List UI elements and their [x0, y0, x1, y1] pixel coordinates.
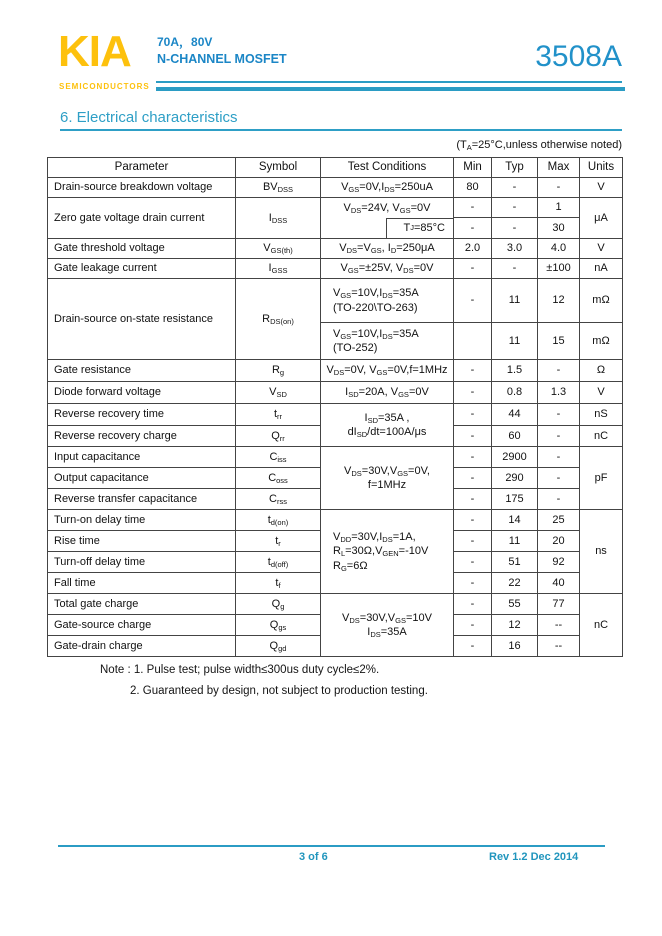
- table-cell: -: [492, 259, 538, 279]
- table-cell: --: [538, 636, 580, 657]
- table-cell: 77: [538, 594, 580, 615]
- footer-revision: Rev 1.2 Dec 2014: [489, 851, 579, 863]
- table-cell: nS: [580, 404, 623, 426]
- table-cell: 4.0: [538, 239, 580, 259]
- table-cell: 16: [492, 636, 538, 657]
- table-cell: $V_{GS}=0V,I_{DS}=250uA$: [321, 178, 454, 198]
- table-cell: -: [454, 468, 492, 489]
- table-cell: 11: [492, 279, 538, 323]
- table-cell: $I_{GSS}$: [236, 259, 321, 279]
- table-cell: 80: [454, 178, 492, 198]
- table-cell: Gate threshold voltage: [48, 239, 236, 259]
- table-cell: 44: [492, 404, 538, 426]
- column-header: Min: [454, 158, 492, 178]
- table-cell: Ω: [580, 360, 623, 382]
- column-header: Max: [538, 158, 580, 178]
- table-header-row: [48, 158, 623, 178]
- table-cell: -: [454, 573, 492, 594]
- table-cell: -: [538, 489, 580, 510]
- table-cell: $Q_g$: [236, 594, 321, 615]
- table-cell: mΩ: [580, 279, 623, 323]
- table-cell: -: [454, 636, 492, 657]
- table-cell: -: [538, 404, 580, 426]
- table-cell: -: [454, 447, 492, 468]
- table-cell: -: [454, 552, 492, 573]
- table-cell: $I_{SD}=35A$ , $dI_{SD}/dt=100A/\mu s$: [321, 404, 454, 447]
- header-rule-thin: [156, 81, 622, 83]
- table-cell: mΩ: [580, 323, 623, 360]
- table-cell: $Q_{rr}$: [236, 426, 321, 447]
- table-cell: V: [580, 178, 623, 198]
- table-cell: $Q_{gd}$: [236, 636, 321, 657]
- table-cell: 14: [492, 510, 538, 531]
- device-description: [157, 34, 287, 68]
- device-type: N-CHANNEL MOSFET: [157, 51, 287, 66]
- table-row: [48, 239, 623, 259]
- table-cell: Reverse recovery charge: [48, 426, 236, 447]
- table-cell: Input capacitance: [48, 447, 236, 468]
- table-cell: 11: [492, 323, 538, 360]
- table-cell: --: [538, 615, 580, 636]
- table-cell: 40: [538, 573, 580, 594]
- table-cell: $I_{DSS}$: [236, 198, 321, 239]
- table-cell: -: [454, 360, 492, 382]
- table-cell: Output capacitance: [48, 468, 236, 489]
- table-cell: -: [454, 404, 492, 426]
- table-cell: nC: [580, 594, 623, 657]
- table-cell: T J =85°C: [321, 218, 454, 239]
- device-rating: 70A，80V: [157, 35, 213, 49]
- table-cell: ns: [580, 510, 623, 594]
- table-cell: pF: [580, 447, 623, 510]
- table-row: [48, 447, 623, 468]
- table-cell: $V_{DS}=24V$, $V_{GS}=0V$: [321, 198, 454, 218]
- section-title: 6. Electrical characteristics: [60, 109, 622, 131]
- table-row: [48, 360, 623, 382]
- table-cell: V: [580, 382, 623, 404]
- table-row: [48, 382, 623, 404]
- table-cell: -: [454, 510, 492, 531]
- table-cell: -: [454, 259, 492, 279]
- table-cell: Fall time: [48, 573, 236, 594]
- table-cell: nA: [580, 259, 623, 279]
- table-cell: $t_f$: [236, 573, 321, 594]
- table-row: [48, 198, 623, 218]
- table-cell: -: [538, 360, 580, 382]
- table-cell: -: [492, 218, 538, 239]
- table-cell: 92: [538, 552, 580, 573]
- table-cell: Rise time: [48, 531, 236, 552]
- table-cell: 175: [492, 489, 538, 510]
- table-cell: Turn-off delay time: [48, 552, 236, 573]
- table-cell: 60: [492, 426, 538, 447]
- table-cell: -: [538, 426, 580, 447]
- table-cell: $C_{oss}$: [236, 468, 321, 489]
- table-cell: -: [454, 531, 492, 552]
- table-cell: Diode forward voltage: [48, 382, 236, 404]
- table-row: [48, 259, 623, 279]
- table-cell: $R_{DS(on)}$: [236, 279, 321, 360]
- table-cell: Drain-source on-state resistance: [48, 279, 236, 360]
- table-cell: $R_g$: [236, 360, 321, 382]
- footnote-1: Note : 1. Pulse test; pulse width≤300us duty cycle≤2%.: [100, 664, 380, 676]
- table-cell: $V_{DS}=0V$, $V_{GS}=0V,f=1MHz$: [321, 360, 454, 382]
- table-cell: 0.8: [492, 382, 538, 404]
- table-cell: $V_{GS(th)}$: [236, 239, 321, 259]
- table-cell: -: [454, 594, 492, 615]
- table-cell: 15: [538, 323, 580, 360]
- column-header: Typ: [492, 158, 538, 178]
- table-cell: -: [492, 178, 538, 198]
- table-row: [48, 404, 623, 426]
- table-cell: -: [454, 218, 492, 239]
- table-cell: Gate-drain charge: [48, 636, 236, 657]
- table-cell: 30: [538, 218, 580, 239]
- table-cell: $Q_{gs}$: [236, 615, 321, 636]
- table-cell: $V_{DS}=30V,V_{GS}=10V$ $I_{DS}=35A$: [321, 594, 454, 657]
- footer-page-indicator: 3 of 6: [299, 851, 328, 863]
- table-cell: $t_{d(off)}$: [236, 552, 321, 573]
- table-cell: 3.0: [492, 239, 538, 259]
- table-cell: 20: [538, 531, 580, 552]
- table-cell: Reverse recovery time: [48, 404, 236, 426]
- table-cell: [454, 323, 492, 360]
- table-cell: $V_{SD}$: [236, 382, 321, 404]
- kia-logo-subtitle: SEMICONDUCTORS: [59, 82, 150, 91]
- table-cell: nC: [580, 426, 623, 447]
- table-cell: 12: [538, 279, 580, 323]
- header-rule-thick: [156, 87, 625, 91]
- table-cell: -: [454, 615, 492, 636]
- table-row: [48, 178, 623, 198]
- kia-logo: KIA: [58, 27, 131, 76]
- table-cell: $BV_{DSS}$: [236, 178, 321, 198]
- table-cell: 1.5: [492, 360, 538, 382]
- table-cell: -: [454, 426, 492, 447]
- table-cell: 1.3: [538, 382, 580, 404]
- table-row: [48, 510, 623, 531]
- table-cell: ±100: [538, 259, 580, 279]
- table-cell: $V_{DD}=30V,I_{DS}=1A$, $R_L=30\Omega,V_{GEN}=-10V$ $R_G=6\Omega$: [321, 510, 454, 594]
- table-cell: 22: [492, 573, 538, 594]
- table-cell: 55: [492, 594, 538, 615]
- test-condition-note: ($T_A=25^\circ C,unless$ otherwise noted): [456, 139, 622, 152]
- table-cell: μA: [580, 198, 623, 239]
- table-cell: $V_{DS}=V_{GS}$, $I_D=250\mu A$: [321, 239, 454, 259]
- column-header: Test Conditions: [321, 158, 454, 178]
- table-cell: -: [454, 279, 492, 323]
- column-header: Parameter: [48, 158, 236, 178]
- table-cell: $I_{SD}=20A$, $V_{GS}=0V$: [321, 382, 454, 404]
- table-cell: -: [492, 198, 538, 218]
- table-cell: -: [454, 382, 492, 404]
- table-row: [48, 594, 623, 615]
- table-cell: Drain-source breakdown voltage: [48, 178, 236, 198]
- table-cell: 51: [492, 552, 538, 573]
- table-cell: $t_{rr}$: [236, 404, 321, 426]
- part-number: 3508A: [535, 40, 622, 73]
- table-cell: 1: [538, 198, 580, 218]
- table-cell: -: [538, 178, 580, 198]
- table-cell: 11: [492, 531, 538, 552]
- table-cell: $t_{d(on)}$: [236, 510, 321, 531]
- spec-table: [47, 157, 623, 657]
- table-cell: Zero gate voltage drain current: [48, 198, 236, 239]
- table-cell: Gate resistance: [48, 360, 236, 382]
- table-cell: -: [454, 198, 492, 218]
- table-cell: 290: [492, 468, 538, 489]
- table-cell: 12: [492, 615, 538, 636]
- table-cell: V: [580, 239, 623, 259]
- table-cell: 2900: [492, 447, 538, 468]
- table-cell: $V_{GS}=\pm 25V$, $V_{DS}=0V$: [321, 259, 454, 279]
- table-cell: -: [538, 447, 580, 468]
- table-cell: $C_{rss}$: [236, 489, 321, 510]
- table-cell: $V_{GS}=10V,I_{DS}=35A$ (TO-220\TO-263): [321, 279, 454, 323]
- table-cell: 25: [538, 510, 580, 531]
- table-cell: -: [454, 489, 492, 510]
- table-cell: $V_{GS}=10V,I_{DS}=35A$ (TO-252): [321, 323, 454, 360]
- table-cell: -: [538, 468, 580, 489]
- table-cell: Gate leakage current: [48, 259, 236, 279]
- column-header: Symbol: [236, 158, 321, 178]
- table-cell: 2.0: [454, 239, 492, 259]
- table-cell: $C_{iss}$: [236, 447, 321, 468]
- table-cell: $t_r$: [236, 531, 321, 552]
- table-cell: Turn-on delay time: [48, 510, 236, 531]
- column-header: Units: [580, 158, 623, 178]
- table-cell: Reverse transfer capacitance: [48, 489, 236, 510]
- table-cell: Total gate charge: [48, 594, 236, 615]
- footnote-2: 2. Guaranteed by design, not subject to production testing.: [130, 685, 428, 697]
- table-cell: $V_{DS}=30V,V_{GS}=0V$, f=1MHz: [321, 447, 454, 510]
- table-row: [48, 279, 623, 323]
- table-cell: Gate-source charge: [48, 615, 236, 636]
- footer-rule: [58, 845, 605, 847]
